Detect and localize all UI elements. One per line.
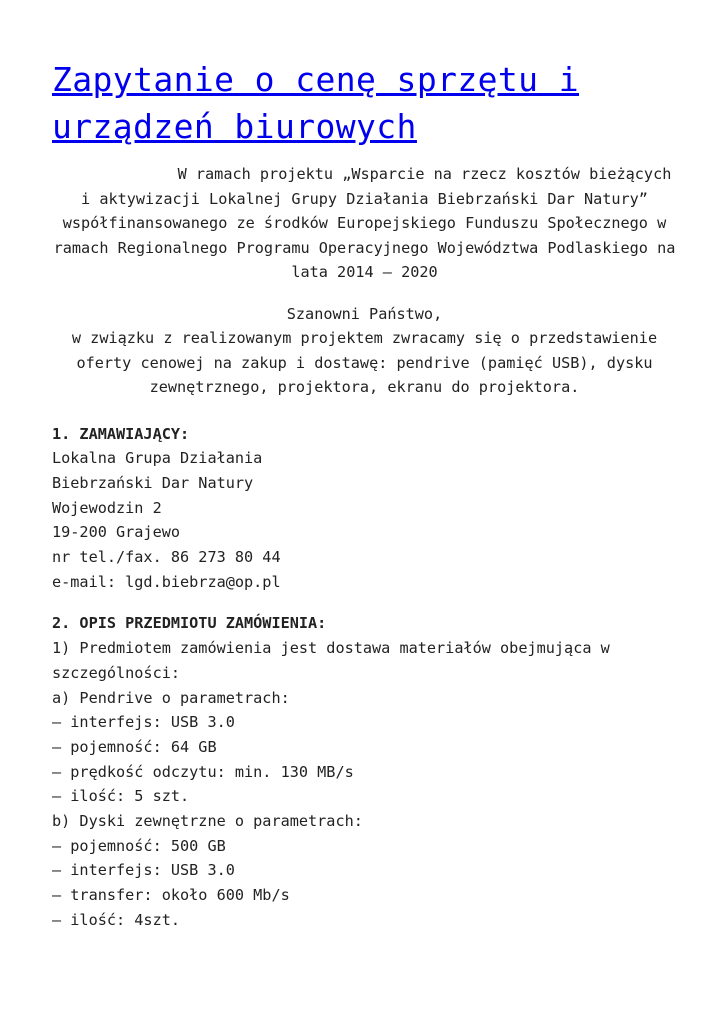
section-heading-ordering-party: 1. ZAMAWIAJĄCY: [52,424,190,443]
description-line: – transfer: około 600 Mb/s [52,886,290,905]
section-heading-order-description: 2. OPIS PRZEDMIOTU ZAMÓWIENIA: [52,614,327,633]
description-line: szczególności: [52,663,181,682]
ordering-party-line: nr tel./fax. 86 273 80 44 [52,548,281,567]
description-line: 1) Predmiotem zamówienia jest dostawa materiałów obejmująca w [52,639,610,658]
title-link[interactable]: Zapytanie o cenę sprzętu i urządzeń biurowych [52,60,579,146]
description-line: – ilość: 4szt. [52,910,181,929]
ordering-party-line: Wojewodzin 2 [52,498,162,517]
greeting-paragraph [52,302,677,400]
document-page [52,56,677,933]
description-line: b) Dyski zewnętrzne o parametrach: [52,812,363,831]
greeting-body: w związku z realizowanym projektem zwracamy się o przedstawienie oferty cenowej na zakup i dostawę: pendrive (pamięć USB), dysku zewnętrznego, projektora, ekranu do projektora. [71,329,658,396]
description-line: – pojemność: 500 GB [52,836,226,855]
section-order-description [52,611,677,932]
description-line: – interfejs: USB 3.0 [52,861,235,880]
intro-paragraph [52,162,677,285]
description-line: a) Pendrive o parametrach: [52,688,290,707]
ordering-party-line: Lokalna Grupa Działania [52,449,263,468]
description-line: – pojemność: 64 GB [52,737,217,756]
ordering-party-line: Biebrzański Dar Natury [52,473,254,492]
salutation: Szanowni Państwo, [286,304,443,323]
description-line: – ilość: 5 szt. [52,787,190,806]
description-line: – prędkość odczytu: min. 130 MB/s [52,762,354,781]
ordering-party-line: 19-200 Grajewo [52,523,181,542]
ordering-party-email: e-mail: lgd.biebrza@op.pl [52,572,281,591]
section-ordering-party [52,422,677,595]
page-title[interactable] [52,56,677,150]
intro-text: W ramach projektu „Wsparcie na rzecz kosztów bieżących i aktywizacji Lokalnej Grupy Działania Biebrzański Dar Natury” współfinansowanego ze środków Europejskiego Funduszu Społecznego w ramach Regionalnego Programu Operacyjnego Województwa Podlaskiego na lata 2014 – 2020 [53,165,676,281]
description-line: – interfejs: USB 3.0 [52,713,235,732]
